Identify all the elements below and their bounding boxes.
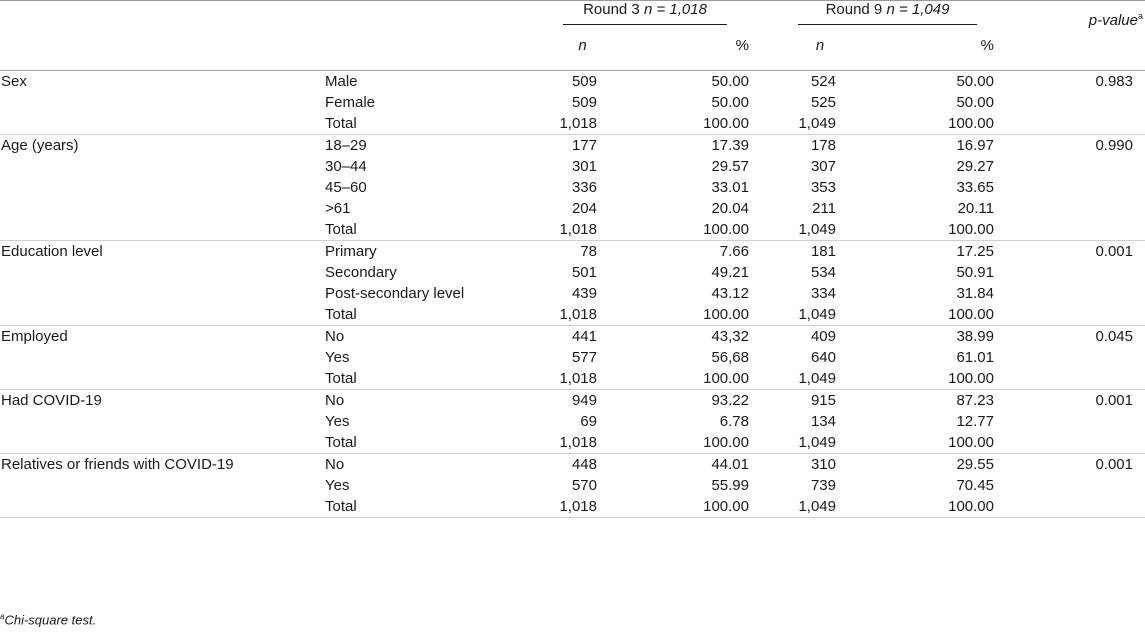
round9-pct-value: 87.23 [956,392,994,409]
round3-n-value: 1,018 [559,221,597,238]
round9-n-value: 334 [810,285,836,302]
table-row-group [0,390,1145,454]
round3-n-value: 949 [571,392,597,409]
round3-n-value: 69 [580,413,597,430]
subcategory-label: No [325,392,345,409]
subcategory-label: Total [325,498,357,515]
pvalue-cell [1010,390,1145,454]
category-label: Age (years) [1,137,79,154]
round3-n-value: 301 [571,158,597,175]
round9-n-value: 640 [810,349,836,366]
round9-pct-cell [875,390,1010,454]
round9-n-value: 181 [810,243,836,260]
round3-pct-value: 49.21 [711,264,749,281]
subcategory-label: Primary [325,243,377,260]
subcategory-label: Secondary [325,264,397,281]
round9-header [765,1,1010,38]
round3-pct-cell [640,135,765,241]
table-row-group [0,71,1145,135]
table-row-group [0,135,1145,241]
pvalue-cell [1010,241,1145,326]
round3-pct-value: 100.00 [703,221,749,238]
round9-pct-value: 38.99 [956,328,994,345]
round9-n-value: 353 [810,179,836,196]
pvalue-value: 0.045 [1095,328,1133,345]
round3-n-value: 577 [571,349,597,366]
round3-n-value: 1,018 [559,306,597,323]
round3-n-cell [525,390,640,454]
pvalue-value: 0.001 [1095,392,1133,409]
round9-pct-value: 16.97 [956,137,994,154]
round3-pct-cell [640,241,765,326]
round3-pct-value: 100.00 [703,115,749,132]
round3-pct-cell [640,326,765,390]
round3-pct-value: 56,68 [711,349,749,366]
round9-n-value: 1,049 [798,306,836,323]
subcategory-label: 45–60 [325,179,367,196]
round3-pct-value: 33.01 [711,179,749,196]
round3-pct-value: 50.00 [711,73,749,90]
round9-n-cell [765,135,875,241]
pvalue-header [1010,1,1145,71]
category-cell [0,326,325,390]
round3-n-value: 439 [571,285,597,302]
round3-pct-value: 100.00 [703,370,749,387]
round3-pct-value: 44.01 [711,456,749,473]
round9-pct-value: 29.55 [956,456,994,473]
round9-pct-value: 50.91 [956,264,994,281]
header-empty-cell [325,37,525,71]
subcategory-label: Yes [325,349,350,366]
round3-pct-cell [640,390,765,454]
round9-n-value: 310 [810,456,836,473]
round9-n-value: 409 [810,328,836,345]
round3-n-value: 448 [571,456,597,473]
category-label: Relatives or friends with COVID-19 [1,456,234,473]
round9-n-value: 134 [810,413,836,430]
round9-pct-value: 12.77 [956,413,994,430]
round3-pct-value: 7.66 [719,243,749,260]
round3-pct-value: 93.22 [711,392,749,409]
round3-n-header: n [525,37,640,71]
round9-n-value: 524 [810,73,836,90]
subcategory-label: Female [325,94,376,111]
pvalue-cell [1010,326,1145,390]
subcategory-cell [325,241,525,326]
subcategory-label: Yes [325,477,350,494]
round3-n-value: 1,018 [559,498,597,515]
subcategory-label: Total [325,434,357,451]
round3-pct-header: % [640,37,765,71]
round3-n-value: 204 [571,200,597,217]
subcategory-cell [325,326,525,390]
subcategory-label: Post-secondary level [325,285,465,302]
round3-pct-value: 17.39 [711,137,749,154]
round9-pct-value: 100.00 [948,434,994,451]
subcategory-cell [325,71,525,135]
round9-n-value: 1,049 [798,221,836,238]
footnote [0,612,96,627]
round3-pct-value: 43.12 [711,285,749,302]
category-cell [0,454,325,518]
subcategory-label: Yes [325,413,350,430]
round3-header [525,1,765,38]
round9-n-value: 1,049 [798,434,836,451]
round3-n-value: 1,018 [559,370,597,387]
round3-pct-value: 43,32 [711,328,749,345]
subcategory-cell [325,454,525,518]
round9-n: n = 1,049 [886,1,950,18]
footnote-marker: a [0,612,5,621]
pvalue-value: 0.990 [1095,137,1133,154]
round3-pct-value: 100.00 [703,306,749,323]
pvalue-value: 0.001 [1095,243,1133,260]
category-cell [0,71,325,135]
round9-pct-value: 100.00 [948,115,994,132]
subcategory-label: No [325,328,345,345]
pvalue-cell [1010,135,1145,241]
round9-n-cell [765,71,875,135]
table-header [0,1,1145,71]
round9-n-value: 915 [810,392,836,409]
pvalue-value: 0.983 [1095,73,1133,90]
round3-n-value: 509 [571,73,597,90]
category-label: Employed [1,328,68,345]
round9-n-cell [765,326,875,390]
round9-pct-value: 100.00 [948,221,994,238]
round3-n-cell [525,71,640,135]
round9-n-value: 178 [810,137,836,154]
category-label: Education level [1,243,103,260]
table-row-group [0,241,1145,326]
header-empty-cell [0,37,325,71]
footnote-text: Chi-square test. [4,612,97,628]
round9-pct-value: 61.01 [956,349,994,366]
round9-pct-value: 17.25 [956,243,994,260]
round9-pct-value: 20.11 [957,200,994,217]
category-label: Sex [1,73,27,90]
round3-n-cell [525,135,640,241]
table-row-group [0,454,1145,518]
round3-pct-value: 100.00 [703,498,749,515]
round3-pct-value: 20.04 [711,200,749,217]
round3-pct-value: 100.00 [703,434,749,451]
subcategory-label: 30–44 [325,158,367,175]
subcategory-label: Total [325,370,357,387]
round9-pct-value: 100.00 [948,306,994,323]
subcategory-label: Total [325,306,357,323]
round3-pct-value: 55.99 [711,477,749,494]
round3-n-value: 570 [571,477,597,494]
subcategory-cell [325,390,525,454]
round9-n-value: 525 [810,94,836,111]
round9-pct-cell [875,241,1010,326]
round3-n-value: 509 [571,94,597,111]
subcategory-label: 18–29 [325,137,367,154]
subcategory-label: Total [325,221,357,238]
subcategory-cell [325,135,525,241]
pvalue-footnote-marker: a [1137,11,1143,21]
round9-n-value: 1,049 [798,115,836,132]
round9-pct-cell [875,135,1010,241]
round3-n-value: 78 [580,243,597,260]
subcategory-label: No [325,456,345,473]
header-empty-cell [0,1,325,38]
category-cell [0,135,325,241]
round3-n-value: 336 [571,179,597,196]
table-body [0,71,1145,518]
round9-n-value: 534 [810,264,836,281]
round3-n-cell [525,326,640,390]
round3-n-value: 501 [571,264,597,281]
subcategory-label: Male [325,73,358,90]
round9-pct-header: % [875,37,1010,71]
header-row-rounds [0,1,1145,38]
category-label: Had COVID-19 [1,392,102,409]
round9-pct-value: 70.45 [956,477,994,494]
round9-n-value: 739 [810,477,836,494]
round9-pct-value: 100.00 [948,370,994,387]
round9-n-value: 211 [812,200,836,217]
round9-pct-value: 50.00 [956,94,994,111]
round9-n-cell [765,241,875,326]
round3-pct-value: 50.00 [711,94,749,111]
round9-n-cell [765,454,875,518]
category-cell [0,241,325,326]
round9-pct-value: 33.65 [956,179,994,196]
header-row-columns [0,37,1145,71]
round3-label: Round 3 [583,1,640,18]
round3-pct-value: 29.57 [711,158,749,175]
round9-pct-value: 50.00 [956,73,994,90]
round9-pct-cell [875,326,1010,390]
round9-pct-cell [875,71,1010,135]
header-empty-cell [325,1,525,38]
round3-n-value: 441 [571,328,597,345]
round9-pct-cell [875,454,1010,518]
round3-n-value: 1,018 [559,115,597,132]
pvalue-cell [1010,71,1145,135]
subcategory-label: >61 [325,200,351,217]
round3-pct-cell [640,71,765,135]
category-cell [0,390,325,454]
round3-n-cell [525,454,640,518]
round3-pct-cell [640,454,765,518]
round3-pct-value: 6.78 [719,413,749,430]
pvalue-cell [1010,454,1145,518]
table-row-group [0,326,1145,390]
round9-pct-value: 29.27 [956,158,994,175]
pvalue-label: p-value [1088,12,1138,29]
round3-n-value: 177 [571,137,597,154]
round9-n-header: n [765,37,875,71]
round3-n-cell [525,241,640,326]
subcategory-label: Total [325,115,357,132]
round9-pct-value: 100.00 [948,498,994,515]
pvalue-value: 0.001 [1095,456,1133,473]
round3-n: n = 1,018 [643,1,707,18]
round9-n-cell [765,390,875,454]
round3-n-value: 1,018 [559,434,597,451]
round9-n-value: 1,049 [798,370,836,387]
round9-n-value: 307 [810,158,836,175]
round9-pct-value: 31.84 [956,285,994,302]
round9-label: Round 9 [825,1,883,18]
round9-n-value: 1,049 [798,498,836,515]
